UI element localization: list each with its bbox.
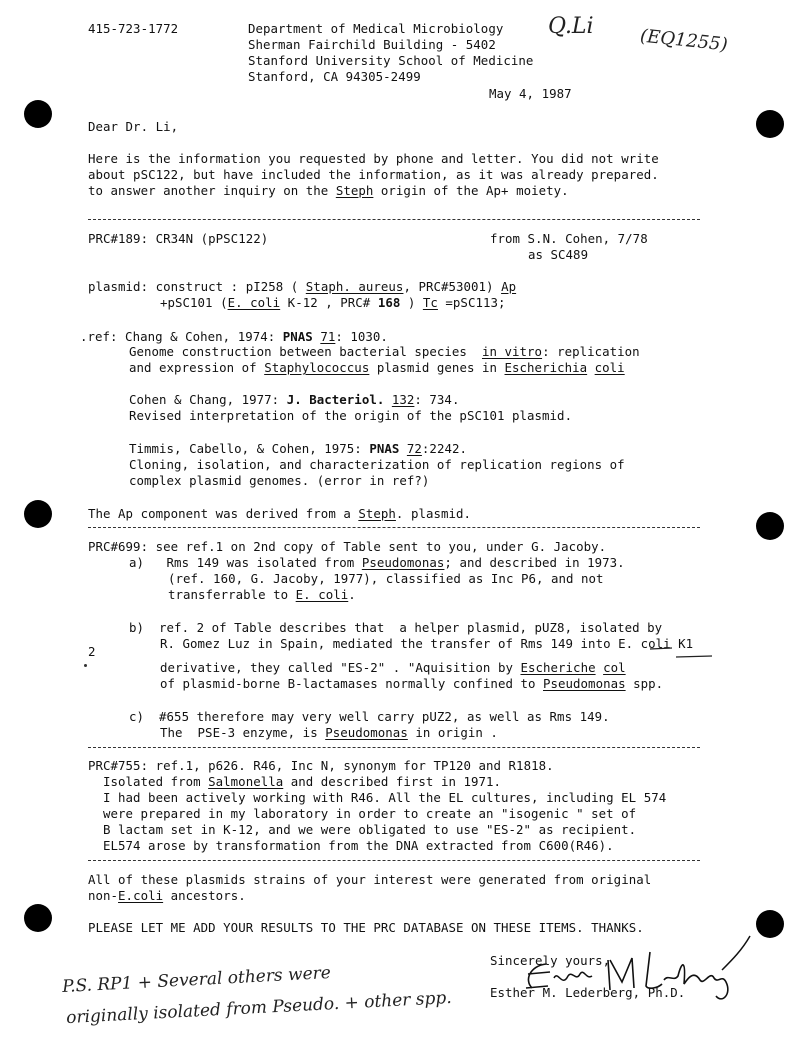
greeting: Dear Dr. Li,: [88, 119, 179, 134]
reference-citation: Cohen & Chang, 1977: J. Bacteriol. 132: 734.: [129, 392, 460, 407]
handwritten-postscript: P.S. RP1 + Several others were: [61, 962, 332, 998]
letter-date: May 4, 1987: [489, 86, 572, 101]
prc189-label: PRC#189: CR34N (pPSC122): [88, 231, 269, 246]
prc189-as: as SC489: [528, 247, 589, 262]
prc699-item-a: (ref. 160, G. Jacoby, 1977), classified as Inc P6, and not: [168, 571, 604, 586]
ap-component-note: The Ap component was derived from a Steph. plasmid.: [88, 506, 472, 521]
reference-description: Genome construction between bacterial species in vitro: replication: [129, 344, 640, 359]
closing-note: All of these plasmids strains of your interest were generated from original: [88, 872, 652, 887]
reference-citation: Timmis, Cabello, & Cohen, 1975: PNAS 72:2242.: [129, 441, 467, 456]
prc699-item-b: R. Gomez Luz in Spain, mediated the transfer of Rms 149 into E. coli K1: [160, 636, 694, 651]
address-line: Department of Medical Microbiology: [248, 21, 504, 36]
reference-description: Revised interpretation of the origin of the pSC101 plasmid.: [129, 408, 573, 423]
margin-number: 2: [88, 644, 96, 659]
reference-description: complex plasmid genomes. (error in ref?): [129, 473, 430, 488]
handwritten-signature: [510, 930, 760, 1010]
prc755-line: EL574 arose by transformation from the DNA extracted from C600(R46).: [103, 838, 614, 853]
reference-citation: .ref: Chang & Cohen, 1974: PNAS 71: 1030.: [80, 329, 388, 344]
phone-number: 415-723-1772: [88, 21, 179, 36]
handwritten-name: Q.Li: [548, 14, 594, 39]
prc699-item-c: c) #655 therefore may very well carry pUZ2, as well as Rms 149.: [129, 709, 610, 724]
handwritten-postscript: originally isolated from Pseudo. + other spp.: [65, 987, 453, 1029]
section-divider: [88, 860, 700, 861]
address-line: Stanford University School of Medicine: [248, 53, 534, 68]
prc699-item-a: a) Rms 149 was isolated from Pseudomonas; and described in 1973.: [129, 555, 625, 570]
closing-note: non-E.coli ancestors.: [88, 888, 246, 903]
prc699-item-c: The PSE-3 enzyme, is Pseudomonas in origin .: [160, 725, 498, 740]
prc699-item-b: of plasmid-borne B-lactamases normally confined to Pseudomonas spp.: [160, 676, 664, 691]
intro-line: to answer another inquiry on the Steph origin of the Ap+ moiety.: [88, 183, 569, 198]
prc699-item-b: derivative, they called "ES-2" . "Aquisition by Escheriche col: [160, 660, 626, 675]
prc699-item-a: transferrable to E. coli.: [168, 587, 356, 602]
address-line: Sherman Fairchild Building - 5402: [248, 37, 496, 52]
address-line: Stanford, CA 94305-2499: [248, 69, 421, 84]
prc699-item-b: b) ref. 2 of Table describes that a helper plasmid, pUZ8, isolated by: [129, 620, 663, 635]
prc755-line: I had been actively working with R46. All the EL cultures, including EL 574: [103, 790, 667, 805]
prc755-label: PRC#755: ref.1, p626. R46, Inc N, synonym for TP120 and R1818.: [88, 758, 554, 773]
sign-off: Sincerely yours,: [490, 953, 611, 968]
section-divider: [88, 747, 700, 748]
prc699-label: PRC#699: see ref.1 on 2nd copy of Table sent to you, under G. Jacoby.: [88, 539, 607, 554]
intro-line: Here is the information you requested by phone and letter. You did not write: [88, 151, 659, 166]
prc755-line: B lactam set in K-12, and we were obligated to use "ES-2" as recipient.: [103, 822, 637, 837]
reference-description: and expression of Staphylococcus plasmid genes in Escherichia coli: [129, 360, 625, 375]
reference-description: Cloning, isolation, and characterization of replication regions of: [129, 457, 625, 472]
prc189-source: from S.N. Cohen, 7/78: [490, 231, 648, 246]
plasmid-construct-line: +pSC101 (E. coli K-12 , PRC# 168 ) Tc =pSC113;: [160, 295, 506, 310]
prc755-line: were prepared in my laboratory in order to create an "isogenic " set of: [103, 806, 637, 821]
signer-name: Esther M. Lederberg, Ph.D.: [490, 985, 686, 1000]
prc755-line: Isolated from Salmonella and described first in 1971.: [103, 774, 502, 789]
handwritten-code: (EQ1255): [639, 25, 729, 56]
database-request: PLEASE LET ME ADD YOUR RESULTS TO THE PRC DATABASE ON THESE ITEMS. THANKS.: [88, 920, 644, 935]
plasmid-construct-line: plasmid: construct : pI258 ( Staph. aureus, PRC#53001) Ap: [88, 279, 517, 294]
intro-line: about pSC122, but have included the information, as it was already prepared.: [88, 167, 659, 182]
